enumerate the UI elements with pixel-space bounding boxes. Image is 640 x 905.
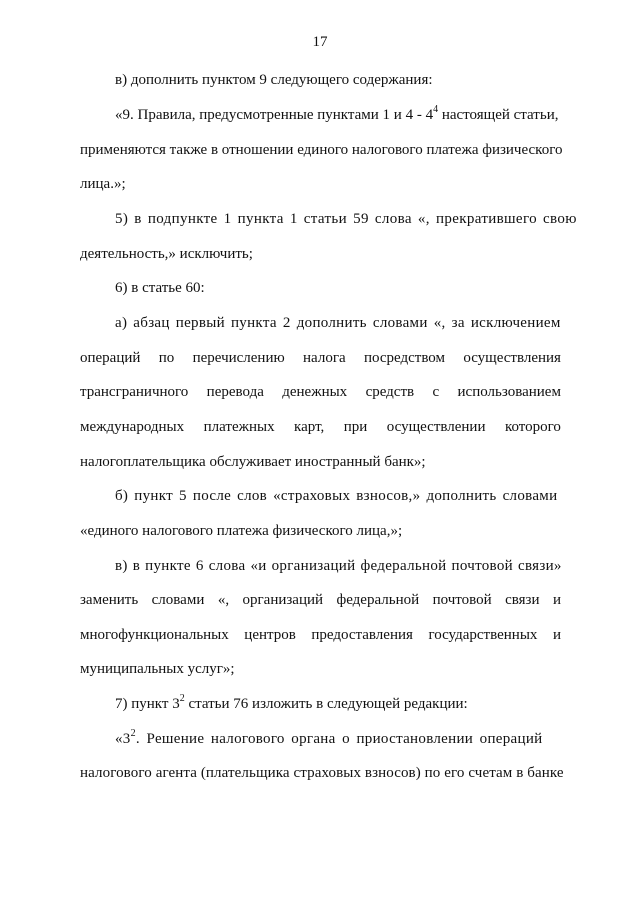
paragraph-line: налогового агента (плательщика страховых взносов) по его счетам в банке <box>80 765 564 781</box>
word: и <box>552 627 561 643</box>
justified-line <box>80 349 561 367</box>
paragraph-line: б) пункт 5 после слов «страховых взносов,» дополнить словами <box>115 488 558 504</box>
word: заменить <box>80 592 139 608</box>
paragraph-line <box>115 730 561 748</box>
word: федеральной <box>336 592 420 608</box>
word: многофункциональных <box>80 627 229 643</box>
text-segment: . Решение налогового органа о приостановлении операций <box>135 731 543 747</box>
justified-line <box>80 591 561 609</box>
paragraph-line: применяются также в отношении единого налогового платежа физического <box>80 142 563 158</box>
word: и <box>552 592 561 608</box>
paragraph-line: 5) в подпункте 1 пункта 1 статьи 59 слова «, прекратившего свою <box>115 211 577 227</box>
text-segment: «9. Правила, предусмотренные пунктами 1 и $4 - 4^4$ настоящей статьи, <box>115 104 559 123</box>
paragraph-line: в) дополнить пунктом 9 следующего содержания: <box>115 72 433 88</box>
paragraph-line: «единого налогового платежа физического лица,»; <box>80 523 403 539</box>
word: перевода <box>206 384 264 400</box>
word: осуществлении <box>386 419 486 435</box>
superscript: 2 <box>130 728 136 739</box>
word: которого <box>504 419 561 435</box>
word: перечислению <box>192 350 285 366</box>
word: международных <box>80 419 185 435</box>
word: государственных <box>428 627 538 643</box>
text-segment: статьи 76 изложить в следующей редакции: <box>184 696 468 712</box>
justified-line <box>80 418 561 436</box>
page-number: 17 <box>312 34 328 50</box>
paragraph-line: в) в пункте 6 слова «и организаций федеральной почтовой связи» <box>115 558 562 574</box>
paragraph-line <box>115 106 561 124</box>
word: использованием <box>457 384 561 400</box>
text-segment: 7) пункт 3 <box>115 696 180 712</box>
word: осуществления <box>463 350 561 366</box>
word: организаций <box>242 592 324 608</box>
word: при <box>343 419 368 435</box>
word: посредством <box>363 350 446 366</box>
paragraph-line: муниципальных услуг»; <box>80 661 235 677</box>
paragraph-line: 6) в статье 60: <box>115 280 205 296</box>
superscript: 2 <box>179 693 185 704</box>
superscript: 4 <box>433 104 439 115</box>
word: почтовой <box>432 592 492 608</box>
word: платежных <box>203 419 275 435</box>
word: денежных <box>282 384 348 400</box>
justified-line <box>80 626 561 644</box>
justified-line <box>80 383 561 401</box>
word: центров <box>244 627 296 643</box>
word: трансграничного <box>80 384 189 400</box>
text-segment: «3 <box>115 731 131 747</box>
word: налога <box>303 350 346 366</box>
word: карт, <box>294 419 325 435</box>
word: связи <box>505 592 540 608</box>
paragraph-line: лица.»; <box>80 176 126 192</box>
word: «, <box>217 592 230 608</box>
word: операций <box>80 350 141 366</box>
word: с <box>432 384 440 400</box>
word: по <box>158 350 175 366</box>
paragraph-line: а) абзац первый пункта 2 дополнить словами «, за исключением <box>115 315 561 331</box>
paragraph-line <box>115 695 561 713</box>
paragraph-line: деятельность,» исключить; <box>80 246 253 262</box>
word: средств <box>365 384 415 400</box>
word: словами <box>151 592 205 608</box>
paragraph-line: налогоплательщика обслуживает иностранный банк»; <box>80 454 426 470</box>
word: предоставления <box>311 627 413 643</box>
